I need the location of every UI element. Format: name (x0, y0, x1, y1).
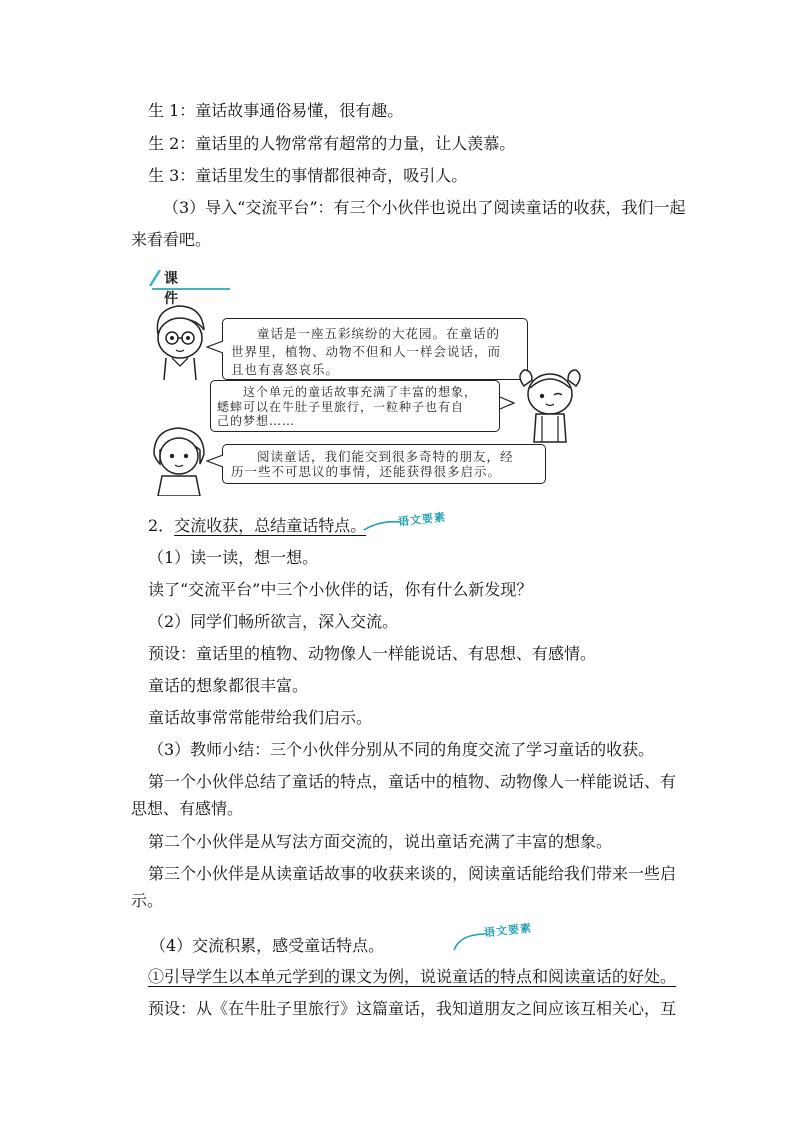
guide-line2: 预设：从《在牛肚子里旅行》这篇童话，我知道朋友之间应该互相关心，互 (148, 999, 677, 1018)
slash-icon (148, 270, 162, 286)
speech-bubble-2 (210, 380, 500, 432)
bubble3-tail (206, 454, 224, 468)
question2: （2）同学们畅所欲言，深入交流。 (148, 612, 399, 631)
bubble3-line1: 阅读童话，我们能交到很多奇特的朋友，经 (257, 449, 514, 464)
courseware-label: 课件 (164, 271, 180, 307)
bubble2-line1: 这个单元的童话故事充满了丰富的想象， (243, 385, 478, 399)
question3: （3）教师小结：三个小伙伴分别从不同的角度交流了学习童话的收获。 (148, 740, 655, 759)
student2-line: 生 2：童话里的人物常常有超常的力量，让人羡慕。 (148, 134, 516, 153)
bubble3-line2: 历一些不可思议的事情，还能获得很多启示。 (231, 464, 502, 479)
question1-detail: 读了“交流平台”中三个小伙伴的话，你有什么新发现？ (148, 580, 533, 599)
girl-short-hair-avatar (148, 424, 210, 496)
speech-bubble-3 (222, 444, 546, 484)
section2-number: 2． (148, 516, 175, 535)
courseware-underline (152, 288, 230, 290)
bubble2-line2: 蟋蟀可以在牛肚子里旅行，一粒种子也有自 (217, 399, 465, 414)
girl-pigtails-avatar (514, 364, 586, 444)
step3-intro-line: （3）导入“交流平台”：有三个小伙伴也说出了阅读童话的收获，我们一起 (163, 198, 686, 217)
question1: （1）读一读，想一想。 (148, 548, 319, 567)
yuwen-tag-1: 语文要素 (397, 510, 447, 529)
bubble2-line3: 己的梦想…… (217, 414, 296, 428)
summary3-line1: 第三个小伙伴是从读童话故事的收获来谈的，阅读童话能给我们带来一些启 (148, 864, 677, 883)
bubble1-line3: 且也有喜怒哀乐。 (231, 362, 340, 377)
bubble1-line1: 童话是一座五彩缤纷的大花园。在童话的 (257, 326, 501, 341)
bubble2-tail (499, 396, 515, 410)
preset-line3: 童话故事常常能带给我们启示。 (148, 708, 373, 727)
section2-title: 交流收获，总结童话特点。 (174, 516, 367, 535)
bubble1-line2: 世界里，植物、动物不但和人一样会说话，而 (231, 344, 502, 359)
summary1-line2: 思想、有感情。 (131, 799, 244, 818)
student1-line: 生 1：童话故事通俗易懂，很有趣。 (148, 101, 404, 120)
summary2: 第二个小伙伴是从写法方面交流的，说出童话充满了丰富的想象。 (148, 832, 613, 851)
speech-bubble-1 (222, 318, 528, 380)
boy-glasses-avatar (150, 300, 212, 380)
arrow-curve-icon (362, 516, 402, 534)
preset-line2: 童话的想象都很丰富。 (148, 676, 309, 695)
bubble1-tail (206, 340, 224, 354)
section2-heading (148, 516, 366, 536)
student3-line: 生 3：童话里发生的事情都很神奇，吸引人。 (148, 166, 468, 185)
summary3-line2: 示。 (131, 891, 164, 910)
yuwen-tag-2: 语文要素 (483, 921, 533, 940)
guide-line1: ①引导学生以本单元学到的课文为例，说说童话的特点和阅读童话的好处。 (148, 967, 677, 986)
step3-intro-continue: 来看看吧。 (131, 230, 212, 249)
preset-line1: 预设：童话里的植物、动物像人一样能说话、有思想、有感情。 (148, 644, 597, 663)
summary1-line1: 第一个小伙伴总结了童话的特点，童话中的植物、动物像人一样能说话、有 (148, 772, 677, 791)
question4: （4）交流积累，感受童话特点。 (150, 936, 385, 955)
